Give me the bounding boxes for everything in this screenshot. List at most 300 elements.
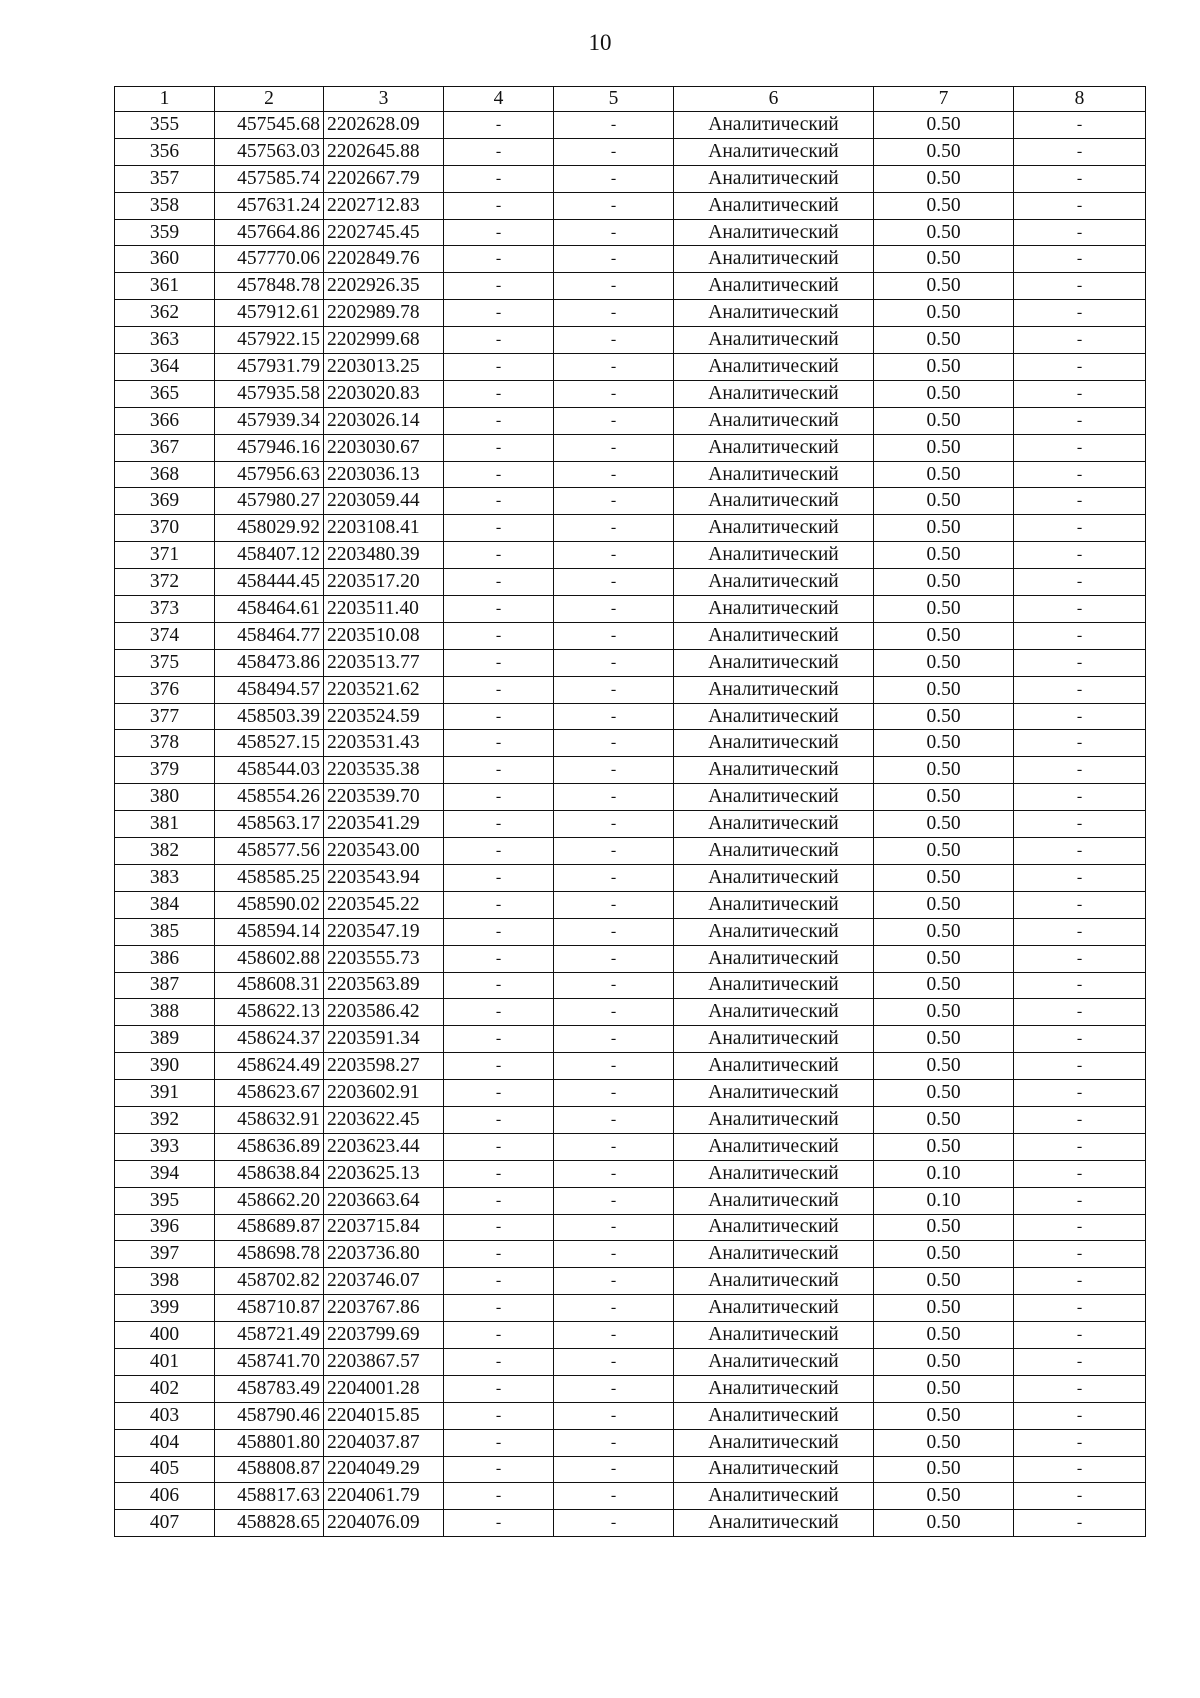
table-row	[115, 1187, 1146, 1214]
column-4-cell: -	[444, 1295, 554, 1322]
method-cell: Аналитический	[674, 1053, 874, 1080]
method-cell: Аналитический	[674, 246, 874, 273]
y-coordinate-cell: 2202628.09	[324, 112, 444, 139]
point-number-cell: 383	[115, 864, 215, 891]
column-5-cell: -	[554, 407, 674, 434]
accuracy-cell: 0.10	[874, 1160, 1014, 1187]
column-4-cell: -	[444, 757, 554, 784]
method-cell: Аналитический	[674, 864, 874, 891]
column-4-cell: -	[444, 999, 554, 1026]
table-row	[115, 273, 1146, 300]
method-cell: Аналитический	[674, 1402, 874, 1429]
column-4-cell: -	[444, 1429, 554, 1456]
column-8-cell: -	[1014, 1402, 1146, 1429]
column-8-cell: -	[1014, 972, 1146, 999]
column-4-cell: -	[444, 1133, 554, 1160]
coordinates-table	[114, 86, 1146, 1537]
y-coordinate-cell: 2203059.44	[324, 488, 444, 515]
table-row	[115, 703, 1146, 730]
column-5-cell: -	[554, 246, 674, 273]
y-coordinate-cell: 2203524.59	[324, 703, 444, 730]
column-5-cell: -	[554, 1348, 674, 1375]
column-5-cell: -	[554, 192, 674, 219]
point-number-cell: 364	[115, 354, 215, 381]
x-coordinate-cell: 458632.91	[215, 1106, 324, 1133]
table-row	[115, 1214, 1146, 1241]
column-8-cell: -	[1014, 703, 1146, 730]
x-coordinate-cell: 457939.34	[215, 407, 324, 434]
table-row	[115, 112, 1146, 139]
point-number-cell: 381	[115, 811, 215, 838]
method-cell: Аналитический	[674, 327, 874, 354]
column-8-cell: -	[1014, 676, 1146, 703]
column-4-cell: -	[444, 542, 554, 569]
y-coordinate-cell: 2203586.42	[324, 999, 444, 1026]
table-row	[115, 1241, 1146, 1268]
accuracy-cell: 0.50	[874, 1429, 1014, 1456]
column-8-cell: -	[1014, 1080, 1146, 1107]
y-coordinate-cell: 2204001.28	[324, 1375, 444, 1402]
column-5-cell: -	[554, 165, 674, 192]
x-coordinate-cell: 458473.86	[215, 649, 324, 676]
x-coordinate-cell: 458702.82	[215, 1268, 324, 1295]
column-8-cell: -	[1014, 622, 1146, 649]
x-coordinate-cell: 457585.74	[215, 165, 324, 192]
x-coordinate-cell: 458407.12	[215, 542, 324, 569]
method-cell: Аналитический	[674, 811, 874, 838]
column-4-cell: -	[444, 138, 554, 165]
accuracy-cell: 0.50	[874, 192, 1014, 219]
method-cell: Аналитический	[674, 999, 874, 1026]
y-coordinate-cell: 2203622.45	[324, 1106, 444, 1133]
method-cell: Аналитический	[674, 1510, 874, 1537]
table-row	[115, 1510, 1146, 1537]
column-5-cell: -	[554, 1241, 674, 1268]
method-cell: Аналитический	[674, 219, 874, 246]
y-coordinate-cell: 2203020.83	[324, 380, 444, 407]
table-body	[115, 87, 1146, 1537]
column-8-cell: -	[1014, 811, 1146, 838]
table-row	[115, 407, 1146, 434]
table-row	[115, 972, 1146, 999]
y-coordinate-cell: 2203541.29	[324, 811, 444, 838]
column-4-cell: -	[444, 1187, 554, 1214]
column-5-cell: -	[554, 434, 674, 461]
accuracy-cell: 0.50	[874, 1375, 1014, 1402]
table-row	[115, 1402, 1146, 1429]
column-8-cell: -	[1014, 219, 1146, 246]
column-4-cell: -	[444, 622, 554, 649]
point-number-cell: 384	[115, 891, 215, 918]
table-row	[115, 622, 1146, 649]
x-coordinate-cell: 458608.31	[215, 972, 324, 999]
column-4-cell: -	[444, 515, 554, 542]
column-8-cell: -	[1014, 1053, 1146, 1080]
y-coordinate-cell: 2203539.70	[324, 784, 444, 811]
y-coordinate-cell: 2203663.64	[324, 1187, 444, 1214]
column-header: 4	[444, 87, 554, 112]
column-8-cell: -	[1014, 1429, 1146, 1456]
column-5-cell: -	[554, 112, 674, 139]
accuracy-cell: 0.50	[874, 945, 1014, 972]
method-cell: Аналитический	[674, 112, 874, 139]
x-coordinate-cell: 458464.61	[215, 596, 324, 623]
method-cell: Аналитический	[674, 1026, 874, 1053]
y-coordinate-cell: 2203480.39	[324, 542, 444, 569]
column-4-cell: -	[444, 596, 554, 623]
column-5-cell: -	[554, 1375, 674, 1402]
column-8-cell: -	[1014, 1322, 1146, 1349]
column-8-cell: -	[1014, 1214, 1146, 1241]
column-header: 1	[115, 87, 215, 112]
column-5-cell: -	[554, 596, 674, 623]
column-8-cell: -	[1014, 542, 1146, 569]
x-coordinate-cell: 458662.20	[215, 1187, 324, 1214]
x-coordinate-cell: 458594.14	[215, 918, 324, 945]
column-header: 8	[1014, 87, 1146, 112]
point-number-cell: 399	[115, 1295, 215, 1322]
x-coordinate-cell: 458783.49	[215, 1375, 324, 1402]
accuracy-cell: 0.50	[874, 165, 1014, 192]
accuracy-cell: 0.10	[874, 1187, 1014, 1214]
point-number-cell: 380	[115, 784, 215, 811]
table-row	[115, 730, 1146, 757]
accuracy-cell: 0.50	[874, 972, 1014, 999]
accuracy-cell: 0.50	[874, 219, 1014, 246]
y-coordinate-cell: 2203746.07	[324, 1268, 444, 1295]
table-row	[115, 1133, 1146, 1160]
column-8-cell: -	[1014, 246, 1146, 273]
column-5-cell: -	[554, 461, 674, 488]
column-8-cell: -	[1014, 1187, 1146, 1214]
accuracy-cell: 0.50	[874, 1080, 1014, 1107]
point-number-cell: 358	[115, 192, 215, 219]
point-number-cell: 361	[115, 273, 215, 300]
column-4-cell: -	[444, 380, 554, 407]
x-coordinate-cell: 458801.80	[215, 1429, 324, 1456]
column-4-cell: -	[444, 1375, 554, 1402]
y-coordinate-cell: 2203736.80	[324, 1241, 444, 1268]
column-8-cell: -	[1014, 999, 1146, 1026]
column-8-cell: -	[1014, 1510, 1146, 1537]
table-row	[115, 138, 1146, 165]
column-4-cell: -	[444, 864, 554, 891]
column-4-cell: -	[444, 891, 554, 918]
accuracy-cell: 0.50	[874, 138, 1014, 165]
table-row	[115, 999, 1146, 1026]
point-number-cell: 374	[115, 622, 215, 649]
method-cell: Аналитический	[674, 676, 874, 703]
y-coordinate-cell: 2203555.73	[324, 945, 444, 972]
point-number-cell: 372	[115, 569, 215, 596]
column-8-cell: -	[1014, 569, 1146, 596]
y-coordinate-cell: 2203531.43	[324, 730, 444, 757]
table-header-row	[115, 87, 1146, 112]
point-number-cell: 392	[115, 1106, 215, 1133]
accuracy-cell: 0.50	[874, 622, 1014, 649]
y-coordinate-cell: 2202645.88	[324, 138, 444, 165]
method-cell: Аналитический	[674, 1456, 874, 1483]
column-5-cell: -	[554, 784, 674, 811]
column-8-cell: -	[1014, 165, 1146, 192]
y-coordinate-cell: 2203563.89	[324, 972, 444, 999]
column-4-cell: -	[444, 1483, 554, 1510]
x-coordinate-cell: 457848.78	[215, 273, 324, 300]
y-coordinate-cell: 2203521.62	[324, 676, 444, 703]
accuracy-cell: 0.50	[874, 354, 1014, 381]
y-coordinate-cell: 2204049.29	[324, 1456, 444, 1483]
y-coordinate-cell: 2203625.13	[324, 1160, 444, 1187]
column-4-cell: -	[444, 1214, 554, 1241]
column-4-cell: -	[444, 1402, 554, 1429]
column-4-cell: -	[444, 112, 554, 139]
point-number-cell: 376	[115, 676, 215, 703]
column-4-cell: -	[444, 488, 554, 515]
y-coordinate-cell: 2202926.35	[324, 273, 444, 300]
column-5-cell: -	[554, 1268, 674, 1295]
table-row	[115, 542, 1146, 569]
column-5-cell: -	[554, 1402, 674, 1429]
point-number-cell: 390	[115, 1053, 215, 1080]
y-coordinate-cell: 2203036.13	[324, 461, 444, 488]
point-number-cell: 391	[115, 1080, 215, 1107]
accuracy-cell: 0.50	[874, 1456, 1014, 1483]
x-coordinate-cell: 457545.68	[215, 112, 324, 139]
point-number-cell: 356	[115, 138, 215, 165]
method-cell: Аналитический	[674, 1214, 874, 1241]
table-row	[115, 945, 1146, 972]
point-number-cell: 366	[115, 407, 215, 434]
table-row	[115, 596, 1146, 623]
column-5-cell: -	[554, 1160, 674, 1187]
x-coordinate-cell: 458710.87	[215, 1295, 324, 1322]
accuracy-cell: 0.50	[874, 273, 1014, 300]
column-5-cell: -	[554, 380, 674, 407]
table-row	[115, 838, 1146, 865]
method-cell: Аналитический	[674, 784, 874, 811]
x-coordinate-cell: 457980.27	[215, 488, 324, 515]
table-row	[115, 300, 1146, 327]
method-cell: Аналитический	[674, 945, 874, 972]
method-cell: Аналитический	[674, 192, 874, 219]
column-4-cell: -	[444, 461, 554, 488]
y-coordinate-cell: 2203623.44	[324, 1133, 444, 1160]
column-8-cell: -	[1014, 273, 1146, 300]
page-number: 10	[588, 30, 612, 55]
method-cell: Аналитический	[674, 354, 874, 381]
x-coordinate-cell: 458494.57	[215, 676, 324, 703]
accuracy-cell: 0.50	[874, 596, 1014, 623]
y-coordinate-cell: 2203591.34	[324, 1026, 444, 1053]
column-4-cell: -	[444, 219, 554, 246]
table-row	[115, 219, 1146, 246]
column-5-cell: -	[554, 1214, 674, 1241]
y-coordinate-cell: 2203026.14	[324, 407, 444, 434]
column-8-cell: -	[1014, 1026, 1146, 1053]
column-5-cell: -	[554, 219, 674, 246]
table-row	[115, 246, 1146, 273]
accuracy-cell: 0.50	[874, 676, 1014, 703]
method-cell: Аналитический	[674, 138, 874, 165]
accuracy-cell: 0.50	[874, 1402, 1014, 1429]
column-5-cell: -	[554, 273, 674, 300]
table-row	[115, 1080, 1146, 1107]
table-row	[115, 461, 1146, 488]
x-coordinate-cell: 458721.49	[215, 1322, 324, 1349]
method-cell: Аналитический	[674, 918, 874, 945]
table-row	[115, 1429, 1146, 1456]
accuracy-cell: 0.50	[874, 569, 1014, 596]
accuracy-cell: 0.50	[874, 703, 1014, 730]
x-coordinate-cell: 458503.39	[215, 703, 324, 730]
column-8-cell: -	[1014, 757, 1146, 784]
y-coordinate-cell: 2203545.22	[324, 891, 444, 918]
x-coordinate-cell: 458563.17	[215, 811, 324, 838]
column-5-cell: -	[554, 1322, 674, 1349]
point-number-cell: 403	[115, 1402, 215, 1429]
column-4-cell: -	[444, 165, 554, 192]
column-4-cell: -	[444, 1026, 554, 1053]
accuracy-cell: 0.50	[874, 327, 1014, 354]
column-8-cell: -	[1014, 891, 1146, 918]
column-8-cell: -	[1014, 838, 1146, 865]
column-5-cell: -	[554, 569, 674, 596]
accuracy-cell: 0.50	[874, 1026, 1014, 1053]
column-8-cell: -	[1014, 300, 1146, 327]
column-4-cell: -	[444, 1456, 554, 1483]
column-header: 7	[874, 87, 1014, 112]
table-row	[115, 649, 1146, 676]
column-5-cell: -	[554, 488, 674, 515]
column-8-cell: -	[1014, 1483, 1146, 1510]
method-cell: Аналитический	[674, 649, 874, 676]
table-row	[115, 569, 1146, 596]
method-cell: Аналитический	[674, 838, 874, 865]
table-row	[115, 864, 1146, 891]
table-row	[115, 1483, 1146, 1510]
column-8-cell: -	[1014, 327, 1146, 354]
table-row	[115, 1268, 1146, 1295]
column-5-cell: -	[554, 1510, 674, 1537]
accuracy-cell: 0.50	[874, 784, 1014, 811]
column-5-cell: -	[554, 891, 674, 918]
accuracy-cell: 0.50	[874, 1483, 1014, 1510]
method-cell: Аналитический	[674, 757, 874, 784]
column-8-cell: -	[1014, 1295, 1146, 1322]
point-number-cell: 406	[115, 1483, 215, 1510]
table-row	[115, 784, 1146, 811]
point-number-cell: 397	[115, 1241, 215, 1268]
column-8-cell: -	[1014, 515, 1146, 542]
column-8-cell: -	[1014, 112, 1146, 139]
column-4-cell: -	[444, 569, 554, 596]
accuracy-cell: 0.50	[874, 380, 1014, 407]
column-5-cell: -	[554, 1026, 674, 1053]
column-8-cell: -	[1014, 1133, 1146, 1160]
y-coordinate-cell: 2203513.77	[324, 649, 444, 676]
column-4-cell: -	[444, 1268, 554, 1295]
table-row	[115, 918, 1146, 945]
x-coordinate-cell: 458585.25	[215, 864, 324, 891]
method-cell: Аналитический	[674, 730, 874, 757]
column-4-cell: -	[444, 1053, 554, 1080]
method-cell: Аналитический	[674, 1160, 874, 1187]
accuracy-cell: 0.50	[874, 1053, 1014, 1080]
column-4-cell: -	[444, 649, 554, 676]
table-row	[115, 354, 1146, 381]
point-number-cell: 407	[115, 1510, 215, 1537]
column-8-cell: -	[1014, 1268, 1146, 1295]
accuracy-cell: 0.50	[874, 1510, 1014, 1537]
column-4-cell: -	[444, 730, 554, 757]
accuracy-cell: 0.50	[874, 918, 1014, 945]
y-coordinate-cell: 2202989.78	[324, 300, 444, 327]
accuracy-cell: 0.50	[874, 488, 1014, 515]
point-number-cell: 357	[115, 165, 215, 192]
column-4-cell: -	[444, 1160, 554, 1187]
x-coordinate-cell: 458689.87	[215, 1214, 324, 1241]
point-number-cell: 388	[115, 999, 215, 1026]
column-8-cell: -	[1014, 649, 1146, 676]
point-number-cell: 369	[115, 488, 215, 515]
table-row	[115, 192, 1146, 219]
column-4-cell: -	[444, 1106, 554, 1133]
x-coordinate-cell: 458698.78	[215, 1241, 324, 1268]
column-5-cell: -	[554, 945, 674, 972]
method-cell: Аналитический	[674, 273, 874, 300]
method-cell: Аналитический	[674, 596, 874, 623]
column-8-cell: -	[1014, 461, 1146, 488]
column-8-cell: -	[1014, 1106, 1146, 1133]
y-coordinate-cell: 2203598.27	[324, 1053, 444, 1080]
column-4-cell: -	[444, 192, 554, 219]
accuracy-cell: 0.50	[874, 649, 1014, 676]
point-number-cell: 375	[115, 649, 215, 676]
point-number-cell: 398	[115, 1268, 215, 1295]
y-coordinate-cell: 2204061.79	[324, 1483, 444, 1510]
column-5-cell: -	[554, 1080, 674, 1107]
column-4-cell: -	[444, 838, 554, 865]
point-number-cell: 385	[115, 918, 215, 945]
column-5-cell: -	[554, 1106, 674, 1133]
point-number-cell: 359	[115, 219, 215, 246]
column-4-cell: -	[444, 1080, 554, 1107]
x-coordinate-cell: 457563.03	[215, 138, 324, 165]
method-cell: Аналитический	[674, 972, 874, 999]
point-number-cell: 394	[115, 1160, 215, 1187]
accuracy-cell: 0.50	[874, 1268, 1014, 1295]
y-coordinate-cell: 2202712.83	[324, 192, 444, 219]
table-row	[115, 380, 1146, 407]
point-number-cell: 371	[115, 542, 215, 569]
x-coordinate-cell: 458636.89	[215, 1133, 324, 1160]
y-coordinate-cell: 2203543.94	[324, 864, 444, 891]
point-number-cell: 396	[115, 1214, 215, 1241]
method-cell: Аналитический	[674, 1375, 874, 1402]
column-5-cell: -	[554, 1295, 674, 1322]
y-coordinate-cell: 2203767.86	[324, 1295, 444, 1322]
column-5-cell: -	[554, 972, 674, 999]
point-number-cell: 404	[115, 1429, 215, 1456]
column-5-cell: -	[554, 649, 674, 676]
point-number-cell: 355	[115, 112, 215, 139]
column-4-cell: -	[444, 1322, 554, 1349]
x-coordinate-cell: 458624.37	[215, 1026, 324, 1053]
x-coordinate-cell: 458527.15	[215, 730, 324, 757]
accuracy-cell: 0.50	[874, 1322, 1014, 1349]
accuracy-cell: 0.50	[874, 461, 1014, 488]
y-coordinate-cell: 2203543.00	[324, 838, 444, 865]
